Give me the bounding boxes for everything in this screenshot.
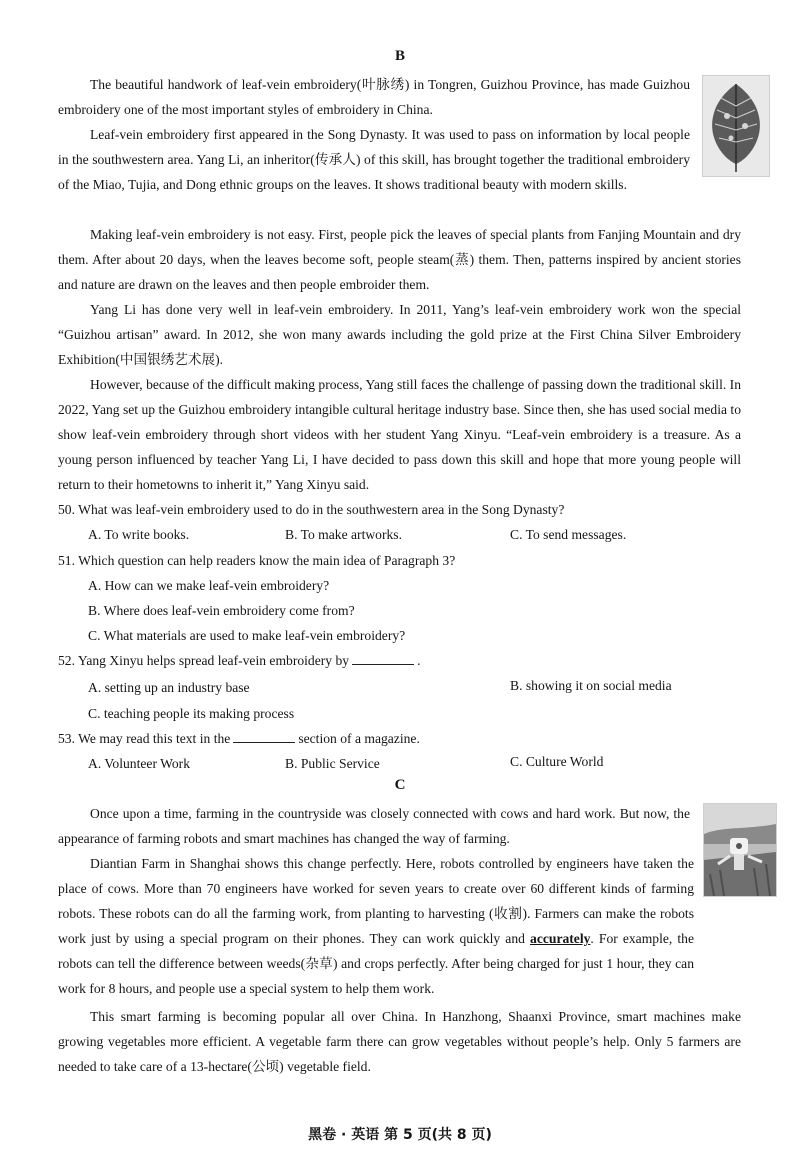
q51-option-b: B. Where does leaf-vein embroidery come from? — [88, 603, 355, 618]
farming-robot-image — [703, 803, 777, 897]
section-c-paragraph-2 — [58, 851, 694, 1001]
section-c-paragraph-1: Once upon a time, farming in the countryside was closely connected with cows and hard work. But now, the appearance of farming robots and smart machines has changed the way of farming. — [58, 806, 690, 846]
section-c-paragraph-2-text: Diantian Farm in Shanghai shows this change perfectly. Here, robots controlled by engineers have taken the place of cows. More than 70 engineers have worked for seven years to create over 60 different kinds of farming robots. These robots can do all the farming work, from planting to harvesting (收割). Farmers can make the robots work just by using a special program on their phones. They can work quickly and — [58, 856, 694, 946]
leaf-embroidery-image — [702, 75, 770, 177]
q51-option-a: A. How can we make leaf-vein embroidery? — [88, 578, 330, 593]
question-50: 50. What was leaf-vein embroidery used to do in the southwestern area in the Song Dynasty? — [58, 502, 565, 517]
q50-option-b: B. To make artworks. — [285, 527, 402, 542]
q52-option-b: B. showing it on social media — [510, 678, 672, 693]
q52-option-c: C. teaching people its making process — [88, 706, 295, 721]
question-53 — [58, 726, 420, 751]
q52-blank — [352, 652, 414, 665]
q53-blank — [233, 730, 295, 743]
section-b-paragraph-5: However, because of the difficult making process, Yang still faces the challenge of passing down the traditional skill. In 2022, Yang set up the Guizhou embroidery intangible cultural heritage industry base. Since then, she has used social media to show leaf-vein embroidery through short videos with her student Yang Xinyu. “Leaf-vein embroidery is a treasure. As a young person influenced by teacher Yang Li, I have decided to pass down this skill and hope that more young people will return to their hometowns to inherit it,” Yang Xinyu said. — [58, 377, 741, 492]
q52-option-a: A. setting up an industry base — [88, 680, 250, 695]
q52-stem-after: . — [417, 653, 421, 668]
q53-option-b: B. Public Service — [285, 756, 380, 771]
section-b-paragraph-4: Yang Li has done very well in leaf-vein embroidery. In 2011, Yang’s leaf-vein embroidery work won the special “Guizhou artisan” award. In 2012, she won many awards including the gold prize at the First China Silver Embroidery Exhibition(中国银绣艺术展). — [58, 302, 741, 367]
section-c-label: C — [394, 777, 406, 793]
question-51: 51. Which question can help readers know the main idea of Paragraph 3? — [58, 553, 456, 568]
q53-stem-after: section of a magazine. — [298, 731, 420, 746]
section-c-paragraph-2-rest: . For example, the robots can tell the difference between weeds(杂草) and crops perfectly. After being charged for just 1 hour, they can work for 8 hours, and people use a special system to help them work. — [58, 931, 694, 996]
q53-option-c: C. Culture World — [510, 754, 604, 769]
page-footer: 黑卷 · 英语 第 5 页(共 8 页) — [308, 1127, 492, 1143]
section-b-paragraph-3: Making leaf-vein embroidery is not easy. First, people pick the leaves of special plants from Fanjing Mountain and dry them. After about 20 days, when the leaves become soft, people steam(蒸) them. Then, patterns inspired by ancient stories and nature are drawn on the leaves and then people embroider them. — [58, 227, 741, 292]
section-c-paragraph-3: This smart farming is becoming popular all over China. In Hanzhong, Shaanxi Province, smart machines make growing vegetables more efficient. A vegetable farm there can grow vegetables without people’s help. Only 5 farmers are needed to take care of a 13-hectare(公顷) vegetable field. — [58, 1009, 741, 1074]
question-52 — [58, 648, 420, 673]
q52-stem-before: 52. Yang Xinyu helps spread leaf-vein embroidery by — [58, 653, 350, 668]
q53-option-a: A. Volunteer Work — [88, 756, 190, 771]
q53-stem-before: 53. We may read this text in the — [58, 731, 231, 746]
q51-option-c: C. What materials are used to make leaf-vein embroidery? — [88, 628, 406, 643]
section-b-label: B — [394, 48, 405, 64]
section-b-paragraph-1: The beautiful handwork of leaf-vein embroidery(叶脉绣) in Tongren, Guizhou Province, has made Guizhou embroidery one of the most important styles of embroidery in China. — [58, 77, 690, 117]
keyword-accurately: accurately — [530, 931, 591, 946]
q50-option-c: C. To send messages. — [510, 527, 627, 542]
section-b-paragraph-2: Leaf-vein embroidery first appeared in the Song Dynasty. It was used to pass on information by local people in the southwestern area. Yang Li, an inheritor(传承人) of this skill, has brought together the traditional embroidery of the Miao, Tujia, and Dong ethnic groups on the leaves. It shows traditional beauty with modern skills. — [58, 127, 690, 192]
q50-option-a: A. To write books. — [88, 527, 190, 542]
